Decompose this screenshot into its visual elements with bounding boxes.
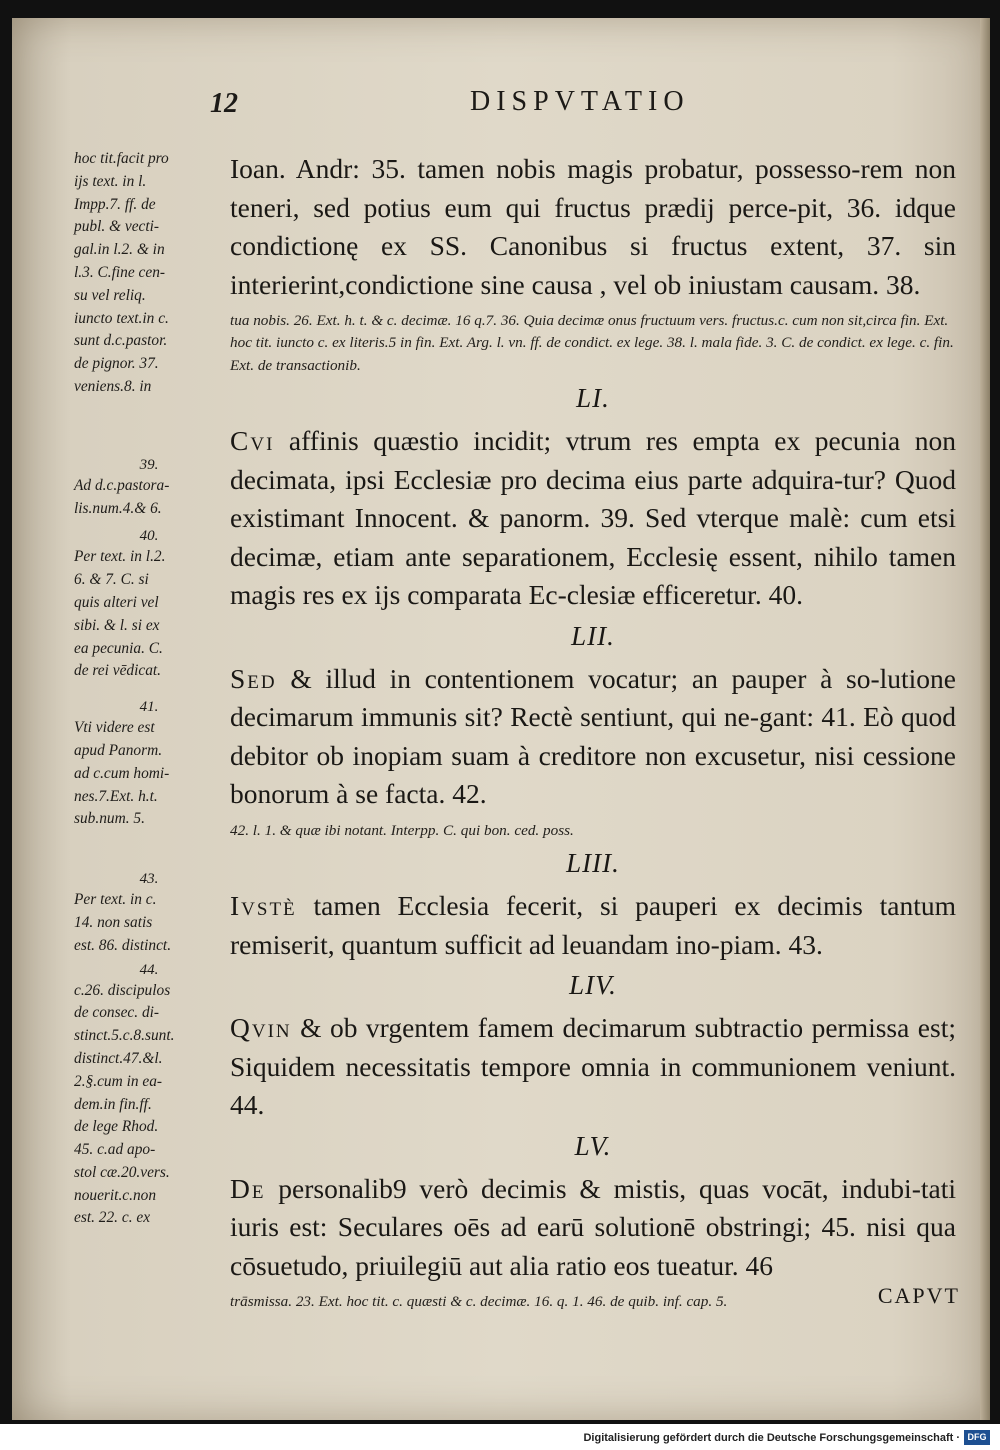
lead-word: Sed xyxy=(230,662,277,694)
margin-note-number: 43. xyxy=(139,871,159,888)
lead-word: Cvi xyxy=(230,425,275,457)
paragraph xyxy=(230,660,956,814)
page-header xyxy=(0,86,1000,126)
footnote: trāsmissa. 23. Ext. hoc tit. c. quæsti & c. decimæ. 16. q. 1. 46. de quib. inf. cap. 5. xyxy=(230,1293,728,1311)
margin-note-number: 44. xyxy=(139,961,159,978)
paragraph-text: & ob vrgentem famem decimarum subtractio permissa est; Siquidem necessitatis tempore omnia in communionem veniunt. 44. xyxy=(230,1012,956,1121)
margin-note-number: 40. xyxy=(139,528,159,545)
lead-word: De xyxy=(230,1172,266,1204)
dfg-logo-icon: DFG xyxy=(964,1430,990,1445)
paragraph-text: personalib9 verò decimis & mistis, quas vocāt, indubi-tati iuris est: Seculares oēs ad earū solutionē obstringi; 45. nisi qua cōsuetudo, priuilegiū aut alia ratio eos tueatur. 46 xyxy=(230,1172,956,1281)
section-heading: LV. xyxy=(574,1130,612,1161)
margin-note: Per text. in l.2. 6. & 7. C. si quis alteri vel sibi. & l. si ex ea pecunia. C. de rei vēdicat. xyxy=(74,548,166,680)
margin-note: c.26. discipulos de consec. di- stinct.5.c.8.sunt. distinct.47.&l. 2.§.cum in ea- dem.in fin.ff. de lege Rhod. xyxy=(74,981,175,1136)
digitization-credit: Digitalisierung gefördert durch die Deutsche Forschungsgemeinschaft · xyxy=(583,1432,960,1444)
margin-note: Ad d.c.pastora- lis.num.4.& 6. xyxy=(74,476,170,517)
paragraph xyxy=(230,1009,956,1125)
footnote: 42. l. 1. & quæ ibi notant. Interpp. C. qui bon. ced. poss. xyxy=(230,821,574,839)
margin-note: Vti videre est apud Panorm. ad c.cum homi- nes.7.Ext. h.t. sub.num. 5. xyxy=(74,719,170,828)
page-edge xyxy=(980,18,990,1420)
section-heading: LIII. xyxy=(566,848,620,879)
section-heading: LII. xyxy=(571,620,615,651)
section-heading: LIV. xyxy=(569,970,617,1001)
paragraph-text: & illud in contentionem vocatur; an pauper à so-lutione decimarum immunis sit? Rectè sentiunt, qui ne-gant: 41. Eò quod debitor ob inopiam suam à creditore non excusetur, nisi cessione bonorum à se facta. 42. xyxy=(230,662,956,810)
paragraph xyxy=(230,1170,956,1286)
main-text xyxy=(230,150,956,1320)
footnote: tua nobis. 26. Ext. h. t. & c. decimæ. 16 q.7. 36. Quia decimæ onus fructuum vers. fructus.c. cum non sit,circa fin. Ext. hoc tit. iuncto c. ex literis.5 in fin. Ext. Arg. l. vn. ff. de condict. ex lege. 38. l. mala fide. 3. C. de condict. ex lege. c. fin. Ext. de transactionib. xyxy=(230,312,954,374)
page-number: 12 xyxy=(210,88,238,119)
catchword: CAPVT xyxy=(877,1283,960,1308)
paragraph xyxy=(230,422,956,615)
margin-note-number: 39. xyxy=(139,456,159,473)
margin-note-number: 41. xyxy=(139,699,159,716)
margin-notes xyxy=(74,148,224,1230)
running-title: DISPVTATIO xyxy=(470,86,690,117)
margin-note: hoc tit.facit pro ijs text. in l. Impp.7. ff. de publ. & vecti- gal.in l.2. & in l.3. C.fine cen- su vel reliq. iuncto text.in c. sunt d.c.pastor. de pignor. 37. veniens.8. in xyxy=(74,150,169,395)
margin-note: 45. c.ad apo- stol cæ.20.vers. nouerit.c.non est. 22. c. ex xyxy=(74,1141,170,1227)
paragraph xyxy=(230,887,956,964)
paragraph-text: affinis quæstio incidit; vtrum res empta ex pecunia non decimata, ipsi Ecclesiæ pro decima eius parte adquira-tur? Quod existimant Innocent. & panorm. 39. Sed vterque malè: cum etsi decimæ, etiam ante separationem, Ecclesię essent, nihilo tamen magis res ex ijs comparata Ec-clesiæ efficeretur. 40. xyxy=(230,425,956,611)
lead-word: Qvin xyxy=(230,1012,292,1044)
margin-note: Per text. in c. 14. non satis est. 86. distinct. xyxy=(74,891,172,954)
section-heading: LI. xyxy=(576,383,610,414)
paragraph-text: tamen Ecclesia fecerit, si pauperi ex decimis tantum remiserit, quantum sufficit ad leuandam ino-piam. 43. xyxy=(230,890,956,960)
paragraph-continuation: Ioan. Andr: 35. tamen nobis magis probatur, possesso-rem non teneri, sed potius eum qui fructus prædij perce-pit, 36. idque condictionę ex SS. Canonibus si fructus extent, 37. sin interierint,condictione sine causa , vel ob iniustam causam. 38. xyxy=(230,153,956,300)
lead-word: Ivstè xyxy=(230,890,297,922)
